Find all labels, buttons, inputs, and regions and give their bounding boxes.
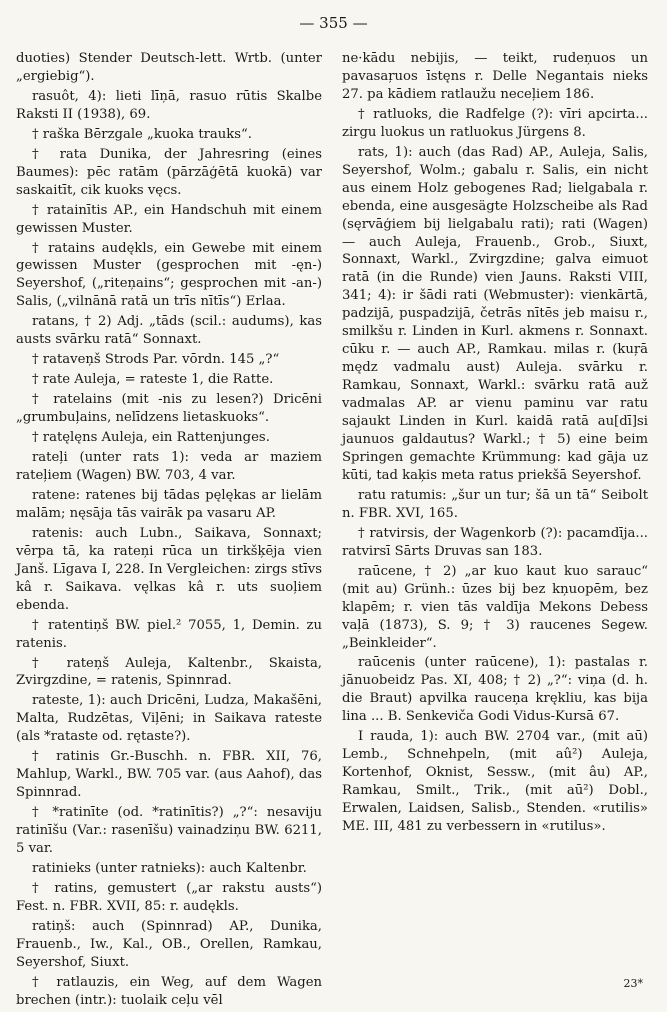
dictionary-entry: † ratvirsis, der Wagenkorb (?): pacamdīja... ratvirsī Sārts Druvas san 183.	[342, 525, 648, 559]
dictionary-entry: ratu ratumis: „šur un tur; šā un tā“ Seibolt n. FBR. XVI, 165.	[342, 487, 648, 521]
dictionary-entry: rateļi (unter rats 1): veda ar maziem rateļiem (Wagen) BW. 703, 4 var.	[16, 450, 322, 483]
dictionary-entry: duoties) Stender Deutsch-lett. Wrtb. (unter „ergiebig“).	[16, 51, 322, 84]
dictionary-entry: † ratelains (mit -nis zu lesen?) Dricēni „grumbuļains, nelīdzens lietaskuoks“.	[16, 392, 322, 426]
dictionary-entry: † *ratinīte (od. *ratinītis?) „?“: nesaviju ratinīšu (Var.: rasenīšu) vainadziņu BW. 6211, 5 var.	[16, 805, 322, 857]
dictionary-entry: † rateņš Auleja, Kaltenbr., Skaista, Zvirgzdine, = ratenis, Spinnrad.	[16, 655, 322, 689]
dictionary-entry: † rataveņš Strods Par. vōrdn. 145 „?“	[32, 352, 280, 368]
dictionary-entry: I rauda, 1): auch BW. 2704 var., (mit aū) Lemb., Schnehpeln, (mit aû²) Auleja, Kortenhof, Oknist, Sessw., (mit âu) AP., Ramkau, Smilt., Trik., (mit aū²) Dobl., Erwalen, Laidsen, Salisb., Stenden. «rutilis» ME. III, 481 zu verbessern in «rutilus».	[342, 729, 648, 835]
dictionary-entry: rats, 1): auch (das Rad) AP., Auleja, Salis, Seyershof, Wolm.; gabalu r. Salis, ein nicht aus einem Holz gebogenes Rad; lielgabala r. ebenda, eine ausgesägte Holzscheibe als Rad (sęrvāģiem bij lielgabalu rati); rati (Wagen) — auch Auleja, Frauenb., Grob., Siuxt, Sonnaxt, Warkl., Zvirgzdine; galva eimuot ratā (in die Runde) vien Jauns. Raksti VIII, 341; 4): ir šādi rati (Webmuster): vienkārtā, padzijā, puspadzijā, četrās nītēs jeb maisu r., smilkšu r. Linden in Kurl. akmens r. Sonnaxt. cūku r. — auch AP., Ramkau. milas r. (kuŗā mędz vadmalu aust) Auleja. svārku r. Ramkau, Sonnaxt, Warkl.: svārku ratā auž vadmalas AP. ar vienu paminu var ratu sajaukt Linden in Kurl. kaidā ratā au[dī]si jaunuos galdautus? Warkl.; † 5) eine beim Springen gemachte Krümmung: kad gāja uz kūti, tad kaķis meta ratus priekšā Seyershof.	[342, 144, 648, 483]
dictionary-entry: † ratainītis AP., ein Handschuh mit einem gewissen Muster.	[16, 202, 322, 236]
right-column	[342, 50, 648, 838]
dictionary-entry: ratene: ratenes bij tādas pęlękas ar lielām malām; nęsāja tās vairāk pa vasaru AP.	[16, 487, 322, 521]
dictionary-entry: † ratins, gemustert („ar rakstu austs“) Fest. n. FBR. XVII, 85: r. audękls.	[16, 880, 322, 914]
left-column	[16, 50, 322, 1012]
dictionary-entry: † raška Bērzgale „kuoka trauks“.	[32, 126, 252, 142]
dictionary-entry: raūcenis (unter raūcene), 1): pastalas r. jānuobeidz Pas. XI, 408; † 2) „?“: viņa (d. h. die Braut) apvilka rauceņa krękliu, kas bija lina ... B. Senkeviča Godi Vidus-Kursā 67.	[342, 655, 648, 725]
dictionary-entry: ratans, † 2) Adj. „tāds (scil.: audums), kas austs svārku ratā“ Sonnaxt.	[16, 314, 322, 348]
dictionary-entry: raūcene, † 2) „ar kuo kaut kuo sarauc“ (mit au) Grünh.: ūzes bij bez kņuopēm, bez klapēm; r. vien tās valdīja Mekons Debess vaļā (1873), S. 9; † 3) raucenes Segew. „Beinkleider“.	[342, 563, 648, 651]
dictionary-entry: † ratlauzis, ein Weg, auf dem Wagen brechen (intr.): tuolaik ceļu vēl	[16, 974, 322, 1008]
dictionary-entry: ratinieks (unter ratnieks): auch Kaltenbr.	[32, 860, 307, 876]
dictionary-entry: † rate Auleja, = rateste 1, die Ratte.	[32, 372, 274, 388]
signature-mark: 23*	[623, 977, 643, 990]
dictionary-entry: rateste, 1): auch Dricēni, Ludza, Makašēni, Malta, Rudzētas, Viļēni; in Saikava rateste (als *rataste od. rętaste?).	[16, 693, 322, 745]
dictionary-entry: rasuôt, 4): lieti līņā, rasuo rūtis Skalbe Raksti II (1938), 69.	[16, 88, 322, 122]
dictionary-entry: ne·kādu nebijis, — teikt, rudeņuos un pavasaŗuos īstęns r. Delle Negantais nieks 27. pa kādiem ratlaužu neceļiem 186.	[342, 51, 648, 102]
dictionary-entry: ratiņš: auch (Spinnrad) AP., Dunika, Frauenb., Iw., Kal., OB., Orellen, Ramkau, Seyershof, Siuxt.	[16, 918, 322, 970]
dictionary-entry: † ratluoks, die Radfelge (?): vīri apcirta... zirgu luokus un ratluokus Jürgens 8.	[342, 106, 648, 140]
dictionary-entry: † ratains audękls, ein Gewebe mit einem gewissen Muster (gesprochen mit -ęn-) Seyershof, („riteņains“; gesprochen mit -an-) Salis, („vilnānā ratā un trīs nītīs“) Erlaa.	[16, 240, 322, 310]
dictionary-entry: † rata Dunika, der Jahresring (eines Baumes): pēc ratām (pārzāģētā kuokā) var saskaitīt, cik kuoks vęcs.	[16, 146, 322, 198]
page-number: — 355 —	[299, 14, 368, 32]
dictionary-entry: † ratentiņš BW. piel.² 7055, 1, Demin. zu ratenis.	[16, 617, 322, 651]
dictionary-entry: † ratęlęns Auleja, ein Rattenjunges.	[32, 430, 270, 446]
dictionary-entry: ratenis: auch Lubn., Saikava, Sonnaxt; vērpa tā, ka rateņi rūca un tirkšķēja vien Janš. Līgava I, 228. In Vergleichen: zirgs stīvs kâ r. Saikava. vęlkas kâ r. uts suoļiem ebenda.	[16, 525, 322, 613]
dictionary-entry: † ratinis Gr.-Buschh. n. FBR. XII, 76, Mahlup, Warkl., BW. 705 var. (aus Aahof), das Spinnrad.	[16, 749, 322, 801]
